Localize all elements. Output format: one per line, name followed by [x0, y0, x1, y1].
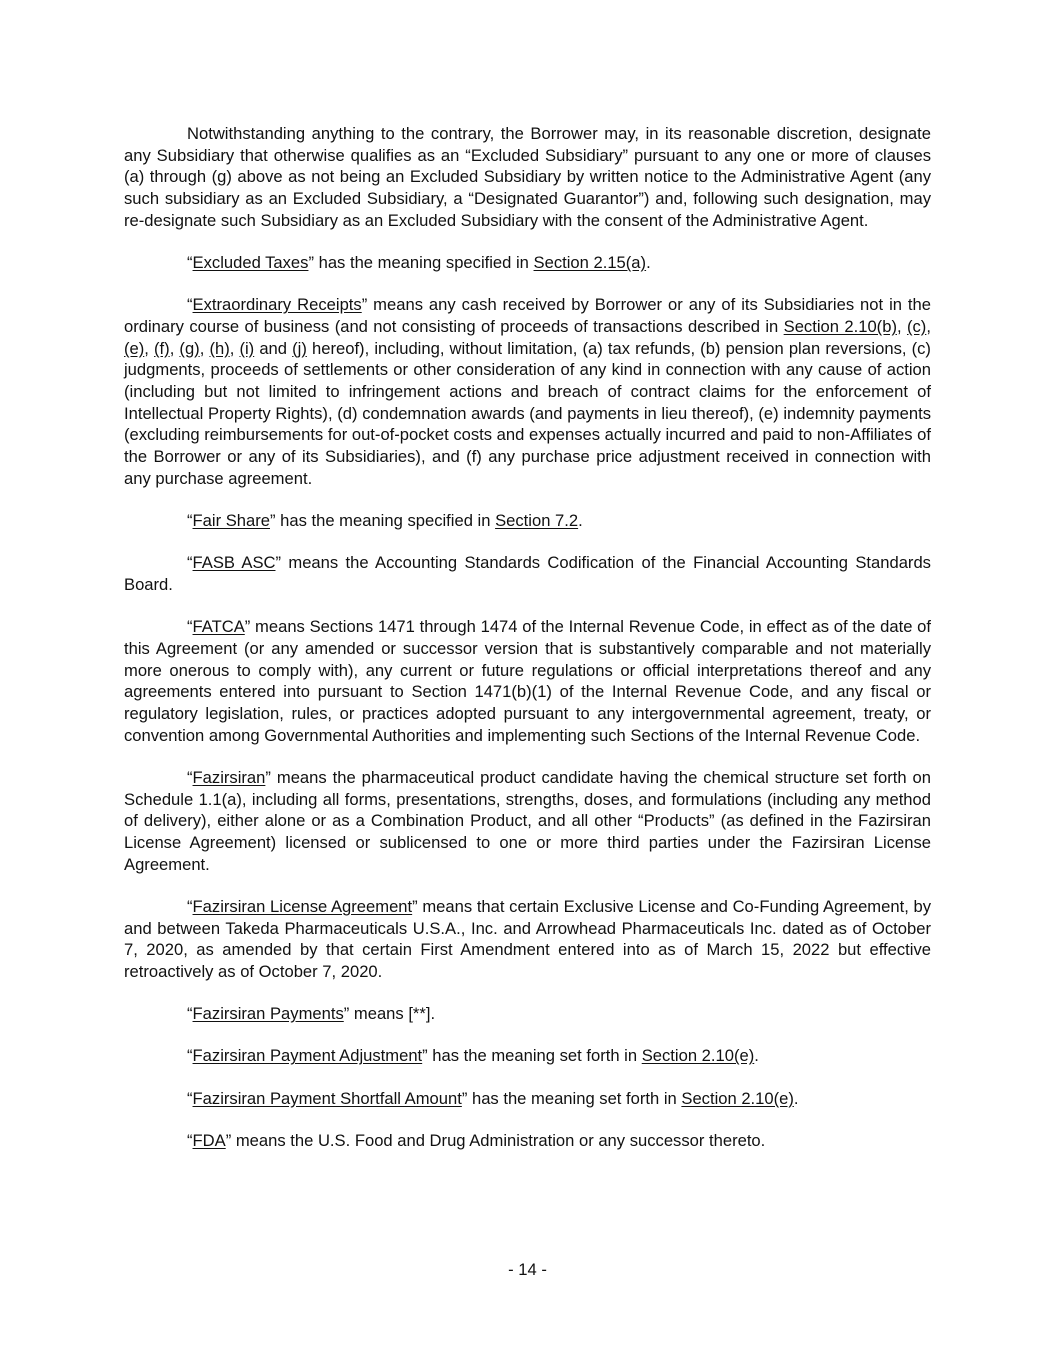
defined-term: Fazirsiran Payments — [192, 1004, 344, 1024]
definition-text: ” means [**]. — [343, 1004, 436, 1024]
section-reference: (i) — [239, 338, 255, 358]
defined-term: Extraordinary Receipts — [192, 295, 362, 315]
open-quote: “ — [187, 295, 193, 315]
open-quote: “ — [187, 1004, 193, 1024]
open-quote: “ — [187, 1130, 193, 1150]
definition-extraordinary-receipts — [124, 294, 931, 489]
section-reference: (h) — [209, 338, 230, 358]
definition-fda — [124, 1130, 931, 1152]
defined-term: Fazirsiran Payment Shortfall Amount — [192, 1088, 462, 1108]
separator: , — [199, 338, 210, 358]
section-reference: (c) — [906, 316, 927, 336]
defined-term: FATCA — [192, 617, 245, 637]
definition-text: ” means the Accounting Standards Codification of the Financial Accounting Standards Board. — [124, 553, 931, 594]
definition-fazirsiran-payment-adjustment — [124, 1045, 931, 1067]
separator: , — [896, 316, 907, 336]
definition-text: ” has the meaning specified in — [270, 511, 496, 531]
punctuation: . — [578, 511, 583, 531]
open-quote: “ — [187, 553, 193, 573]
separator: , — [926, 316, 931, 336]
section-reference: (f) — [154, 338, 170, 358]
definition-fair-share — [124, 510, 931, 532]
open-quote: “ — [187, 617, 193, 637]
definition-fatca — [124, 616, 931, 746]
definition-text: ” means that certain Exclusive License and Co-Funding Agreement, by and between Takeda Pharmaceuticals U.S.A., Inc. and Arrowhead Pharmaceuticals Inc. dated as of October 7, 2020, as amended by that certain First Amendment entered into as of March 15, 2022 but effective retroactively as of October 7, 2020. — [124, 896, 931, 981]
section-reference: (e) — [124, 338, 145, 358]
definition-fazirsiran-payment-shortfall-amount — [124, 1088, 931, 1110]
definition-text: ” means Sections 1471 through 1474 of the Internal Revenue Code, in effect as of the date of this Agreement (or any amended or successor version that is substantively comparable and not materially more onerous to comply with), any current or future regulations or official interpretations thereof and any agreements entered into pursuant to Section 1471(b)(1) of the Internal Revenue Code, and any fiscal or regulatory legislation, rules, or practices adopted pursuant to any intergovernmental agreement, treaty, or convention among Governmental Authorities and implementing such Sections of the Internal Revenue Code. — [124, 617, 931, 745]
separator: , — [229, 338, 240, 358]
open-quote: “ — [187, 511, 193, 531]
section-reference: Section 2.10(e) — [681, 1088, 794, 1108]
document-body — [124, 123, 931, 1172]
punctuation: . — [646, 253, 651, 273]
section-reference: Section 2.15(a) — [533, 253, 647, 273]
definition-text: ” means the U.S. Food and Drug Administration or any successor thereto. — [225, 1130, 766, 1150]
punctuation: . — [793, 1088, 799, 1108]
section-reference: (g) — [179, 338, 200, 358]
definition-text: ” has the meaning set forth in — [461, 1088, 682, 1108]
page-number: - 14 - — [508, 1260, 547, 1279]
definition-text: ” has the meaning specified in — [308, 253, 534, 273]
defined-term: Fazirsiran License Agreement — [192, 896, 413, 916]
definition-fasb-asc — [124, 552, 931, 595]
definition-excluded-taxes — [124, 252, 931, 274]
section-reference: Section 2.10(e) — [641, 1046, 755, 1066]
paragraph-designated-guarantor — [124, 123, 931, 232]
defined-term: FDA — [192, 1130, 226, 1150]
definition-text: ” means the pharmaceutical product candidate having the chemical structure set forth on Schedule 1.1(a), including all forms, presentations, strengths, doses, and formulations (including any method of delivery), either alone or as a Combination Product, and all other “Products” (as defined in the Fazirsiran License Agreement) licensed or sublicensed to one or more third parties under the Fazirsiran License Agreement. — [124, 767, 931, 874]
definition-text: ” means any cash received by Borrower or any of its Subsidiaries not in the ordinary course of business (and not consisting of proceeds of transactions described in — [124, 295, 931, 336]
open-quote: “ — [187, 896, 193, 916]
definition-fazirsiran-payments — [124, 1003, 931, 1025]
open-quote: “ — [187, 1088, 193, 1108]
open-quote: “ — [187, 253, 193, 273]
definition-text: ” has the meaning set forth in — [422, 1046, 642, 1066]
separator: , — [169, 338, 180, 358]
section-reference: Section 2.10(b) — [783, 316, 897, 336]
section-reference: (j) — [292, 338, 307, 358]
defined-term: Fazirsiran — [192, 767, 266, 787]
definition-fazirsiran — [124, 767, 931, 876]
open-quote: “ — [187, 767, 193, 787]
separator: and — [254, 338, 293, 358]
punctuation: . — [754, 1046, 759, 1066]
definition-fazirsiran-license-agreement — [124, 896, 931, 983]
section-reference: Section 7.2 — [495, 511, 579, 531]
defined-term: Fair Share — [192, 511, 270, 531]
open-quote: “ — [187, 1046, 193, 1066]
definition-text: hereof), including, without limitation, (a) tax refunds, (b) pension plan reversions, (c) judgments, proceeds of settlements or other consideration of any kind in connection with any cause of action (including but not limited to infringement actions and breach of contract claims for the enforcement of Intellectual Property Rights), (d) condemnation awards (and payments in lieu thereof), (e) indemnity payments (excluding reimbursements for out-of-pocket costs and expenses actually incurred and paid to non-Affiliates of the Borrower or any of its Subsidiaries), and (f) any purchase price adjustment received in connection with any purchase agreement. — [124, 338, 931, 488]
paragraph-text: Notwithstanding anything to the contrary, the Borrower may, in its reasonable discretion, designate any Subsidiary that otherwise qualifies as an “Excluded Subsidiary” pursuant to any one or more of clauses (a) through (g) above as not being an Excluded Subsidiary by written notice to the Administrative Agent (any such subsidiary as an Excluded Subsidiary, a “Designated Guarantor”) and, following such designation, may re-designate such Subsidiary as an Excluded Subsidiary with the consent of the Administrative Agent. — [124, 124, 931, 230]
defined-term: Fazirsiran Payment Adjustment — [192, 1046, 423, 1066]
separator: , — [144, 338, 155, 358]
defined-term: FASB ASC — [192, 553, 276, 573]
defined-term: Excluded Taxes — [192, 253, 309, 273]
